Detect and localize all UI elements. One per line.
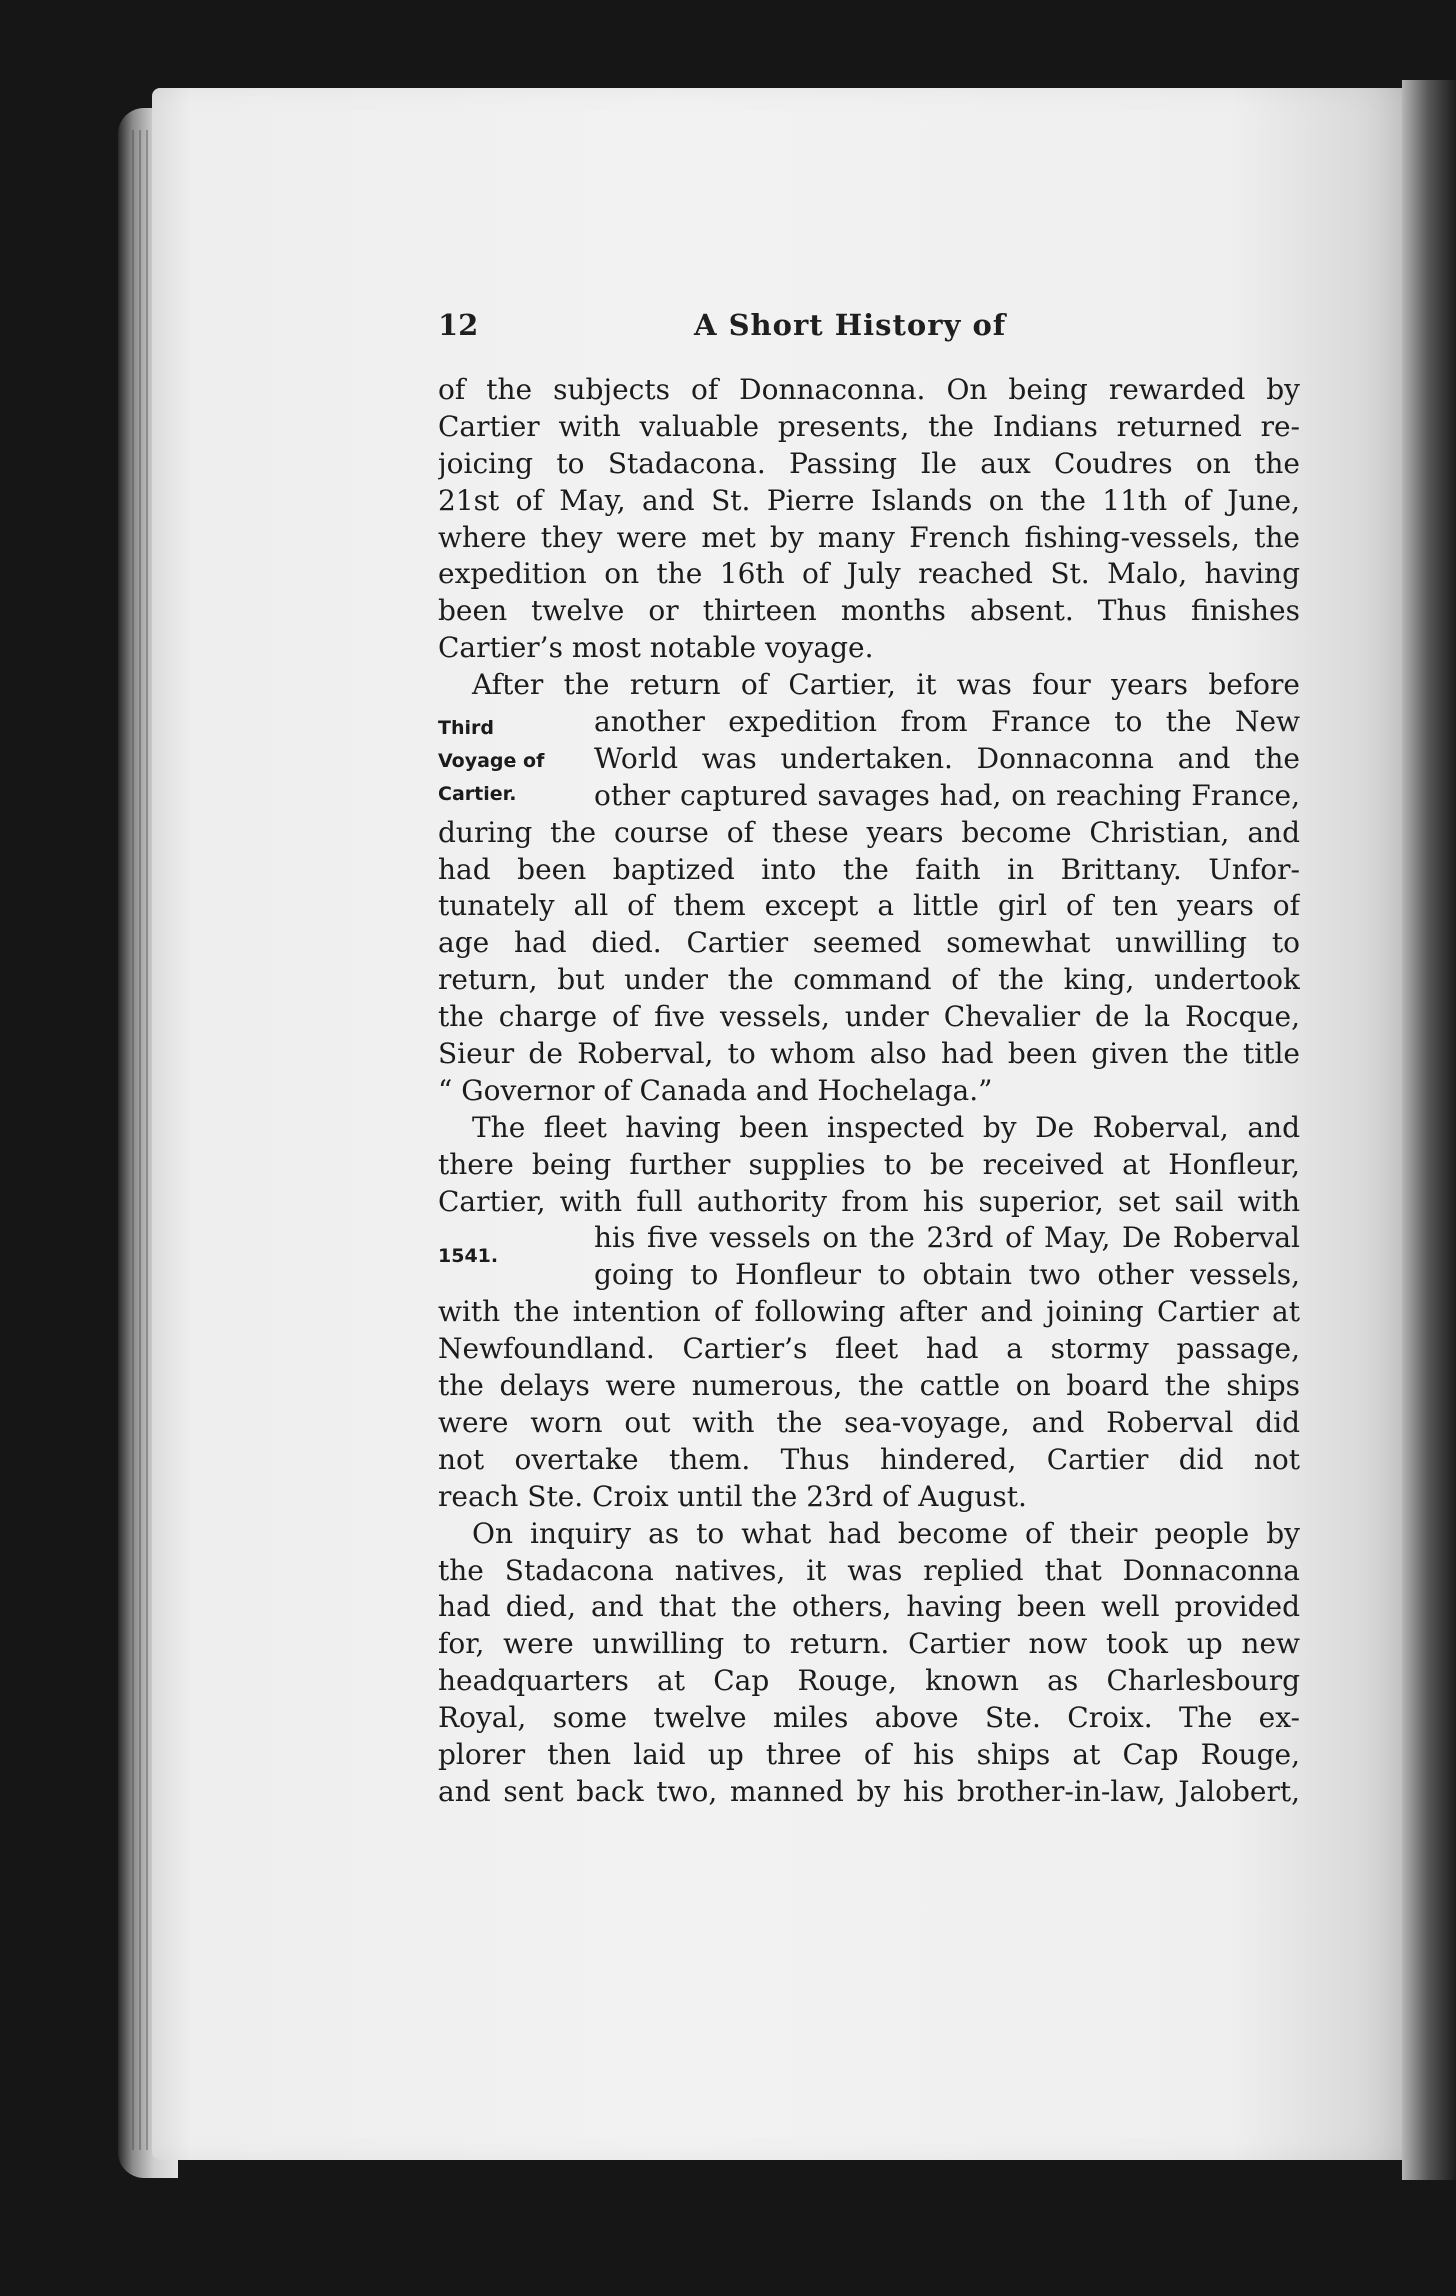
text-line: “ Governor of Canada and Hochelaga.”	[438, 1073, 993, 1107]
text-line: World was undertaken. Donnaconna and the	[594, 741, 1300, 775]
text-line: Newfoundland. Cartier’s fleet had a stormy passage,	[438, 1332, 1300, 1366]
text-line: had been baptized into the faith in Brittany. Unfor-	[438, 852, 1300, 886]
text-line: not overtake them. Thus hindered, Cartier did not	[438, 1442, 1300, 1476]
text-line: there being further supplies to be received at Honfleur,	[438, 1147, 1300, 1181]
text-line: headquarters at Cap Rouge, known as Charlesbourg	[438, 1664, 1300, 1698]
text-line: Royal, some twelve miles above Ste. Croix. The ex-	[438, 1701, 1300, 1735]
text-line: Cartier, with full authority from his superior, set sail with	[438, 1184, 1300, 1218]
text-line: tunately all of them except a little girl of ten years of	[438, 889, 1300, 923]
text-line: the delays were numerous, the cattle on board the ships	[438, 1369, 1300, 1403]
text-line: reach Ste. Croix until the 23rd of August.	[438, 1479, 1027, 1513]
text-line: had died, and that the others, having been well provided	[438, 1590, 1300, 1624]
text-line: other captured savages had, on reaching France,	[594, 778, 1300, 812]
page-gutter-shadow	[1402, 80, 1456, 2180]
marginal-note-line: Cartier.	[438, 783, 517, 805]
text-line: been twelve or thirteen months absent. Thus finishes	[438, 594, 1300, 628]
marginal-note-line: 1541.	[438, 1245, 499, 1267]
running-title: A Short History of	[694, 308, 1007, 342]
text-line: The fleet having been inspected by De Roberval, and	[472, 1110, 1300, 1144]
text-line: with the intention of following after and joining Cartier at	[438, 1295, 1300, 1329]
text-line: going to Honfleur to obtain two other vessels,	[594, 1258, 1300, 1292]
text-line: On inquiry as to what had become of their people by	[472, 1516, 1300, 1550]
text-line: the Stadacona natives, it was replied that Donnaconna	[438, 1553, 1300, 1587]
text-line: joicing to Stadacona. Passing Ile aux Coudres on the	[438, 446, 1300, 480]
text-line: for, were unwilling to return. Cartier now took up new	[438, 1627, 1300, 1661]
marginal-note-line: Third	[438, 717, 494, 739]
text-line: expedition on the 16th of July reached St. Malo, having	[438, 557, 1300, 591]
body-text	[438, 372, 1300, 1811]
running-head	[438, 308, 1322, 352]
page-number: 12	[438, 308, 479, 342]
marginal-note-line: Voyage of	[438, 750, 545, 772]
text-line: plorer then laid up three of his ships at Cap Rouge,	[438, 1737, 1300, 1771]
text-line: Cartier’s most notable voyage.	[438, 631, 874, 665]
text-line: 21st of May, and St. Pierre Islands on the 11th of June,	[438, 483, 1300, 517]
text-line: Cartier with valuable presents, the Indians returned re-	[438, 409, 1300, 443]
text-line: return, but under the command of the king, undertook	[438, 963, 1300, 997]
text-line: After the return of Cartier, it was four years before	[472, 668, 1300, 702]
text-line: the charge of five vessels, under Chevalier de la Rocque,	[438, 1000, 1300, 1034]
text-line: and sent back two, manned by his brother-in-law, Jalobert,	[438, 1774, 1300, 1808]
text-line: another expedition from France to the New	[594, 705, 1300, 739]
text-line: age had died. Cartier seemed somewhat unwilling to	[438, 926, 1300, 960]
text-line: of the subjects of Donnaconna. On being rewarded by	[438, 373, 1300, 406]
text-line: where they were met by many French fishing-vessels, the	[438, 520, 1300, 554]
text-line: were worn out with the sea-voyage, and Roberval did	[438, 1405, 1300, 1439]
text-line: Sieur de Roberval, to whom also had been given the title	[438, 1037, 1300, 1071]
text-line: his five vessels on the 23rd of May, De Roberval	[594, 1221, 1300, 1255]
text-line: during the course of these years become Christian, and	[438, 815, 1300, 849]
